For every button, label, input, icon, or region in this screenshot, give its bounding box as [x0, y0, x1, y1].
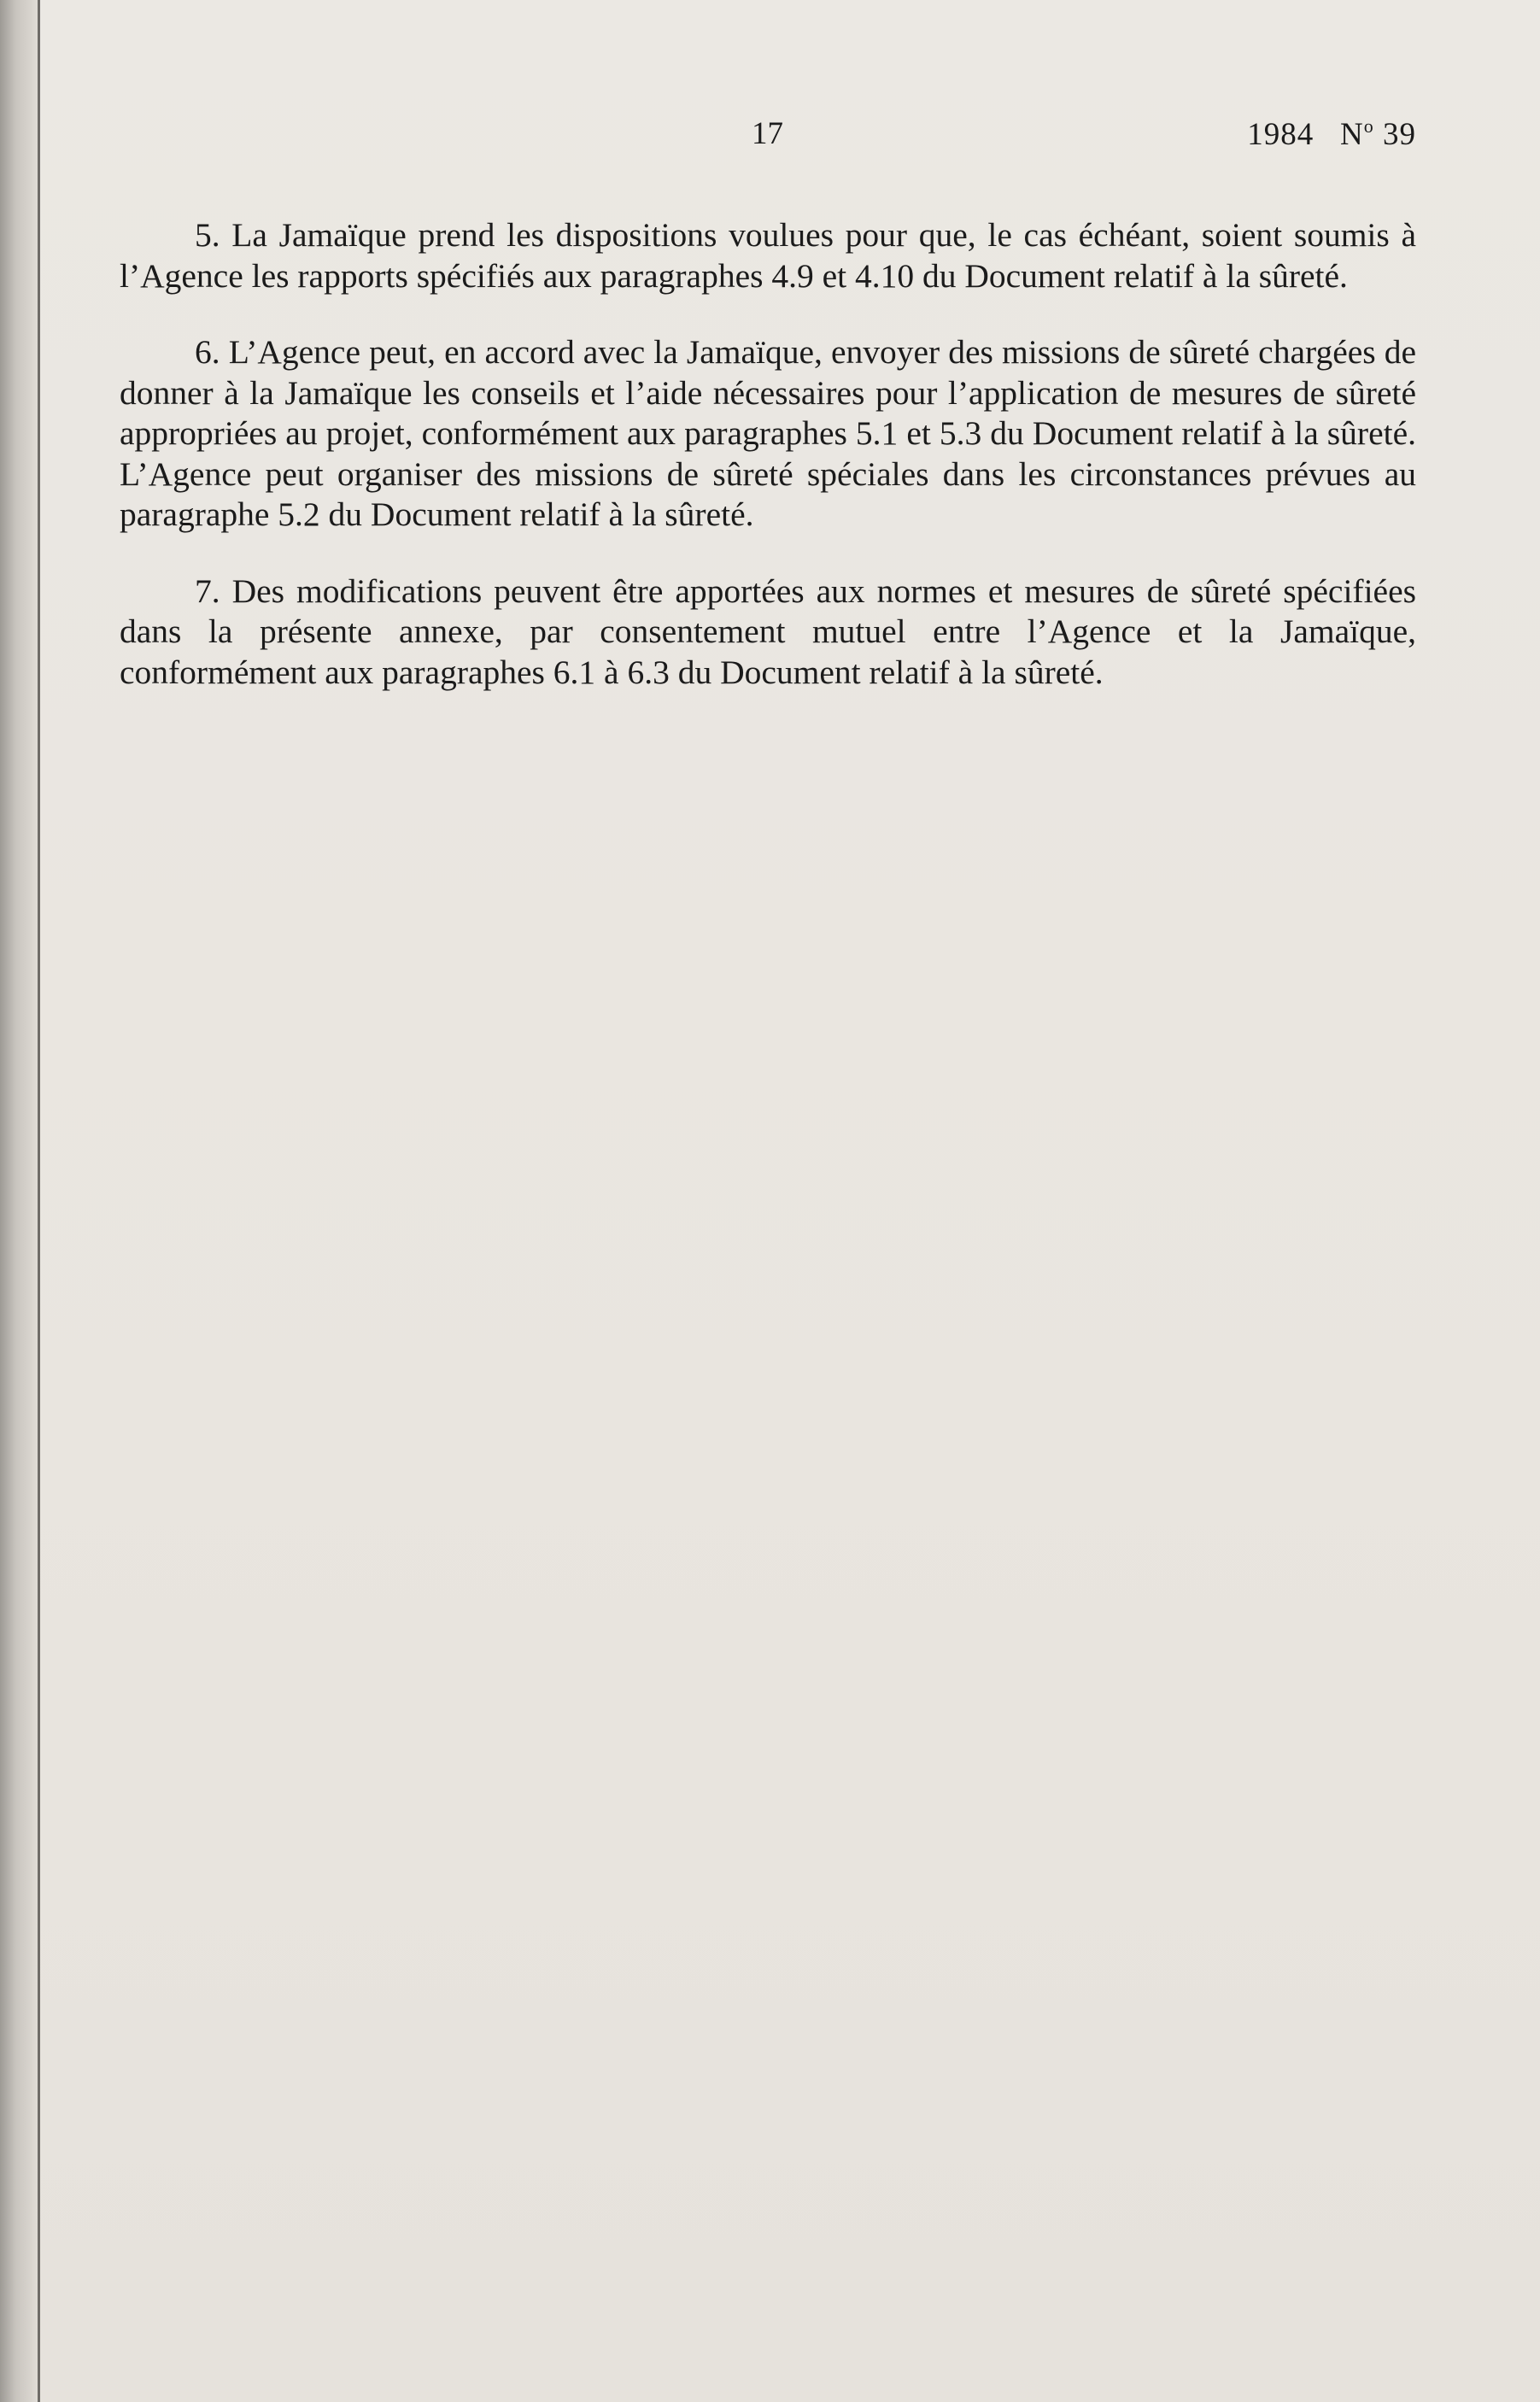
page-header [0, 115, 1540, 158]
document-reference [1247, 115, 1416, 153]
page-number: 17 [752, 116, 783, 151]
document-number: 39 [1383, 117, 1416, 152]
body-text [120, 215, 1416, 729]
document-number-prefix: N [1340, 117, 1364, 152]
paragraph-5: 5. La Jamaïque prend les dispositions voulues pour que, le cas échéant, soient soumis à l’Agence les rapports spécifiés aux paragraphes 4.9 et 4.10 du Document relatif à la sûreté. [120, 216, 1416, 295]
binding-shadow [0, 0, 39, 2402]
paragraph-6: 6. L’Agence peut, en accord avec la Jamaïque, envoyer des missions de sûreté chargées de donner à la Jamaïque les conseils et l’aide nécessaires pour l’application de mesures de sûreté appropriées au projet, conformément aux paragraphes 5.1 et 5.3 du Document relatif à la sûreté. L’Agence peut organiser des missions de sûreté spéciales dans les circonstances prévues au paragraphe 5.2 du Document relatif à la sûreté. [120, 333, 1416, 533]
paragraph-7: 7. Des modifications peuvent être apportées aux normes et mesures de sûreté spécifiées dans la présente annexe, par consentement mutuel entre l’Agence et la Jamaïque, conformément aux paragraphes 6.1 à 6.3 du Document relatif à la sûreté. [120, 571, 1416, 691]
document-year: 1984 [1247, 117, 1315, 152]
document-number-superscript: o [1363, 115, 1374, 137]
binding-edge [38, 0, 40, 2402]
